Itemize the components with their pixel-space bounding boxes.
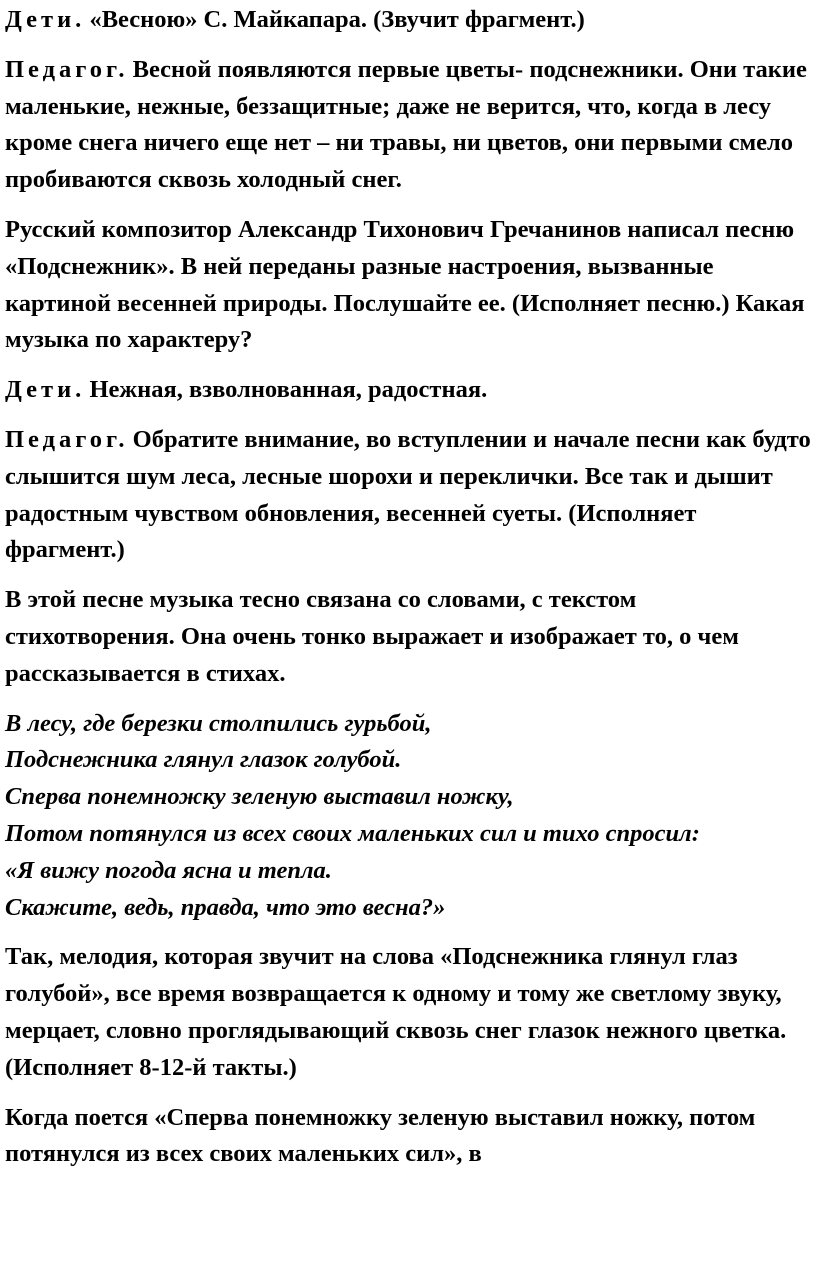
verse-line: Подснежника глянул глазок голубой. (5, 746, 402, 774)
verse-line: Потом потянулся из всех своих маленьких сил и тихо спросил: (5, 819, 700, 847)
paragraph-text: Нежная, взволнованная, радостная. (89, 376, 488, 404)
dialogue-paragraph-children-1 (5, 2, 811, 39)
speaker-label: Педагог. (5, 425, 129, 453)
paragraph-text: Так, мелодия, которая звучит на слова «Подснежника глянул глаз голубой», все время возвращается к одному и тому же светлому звуку, мерцает, словно проглядывающий сквозь снег глазок нежного цветка. (Исполняет 8-12-й такты.) (5, 943, 787, 1081)
dialogue-paragraph-teacher-1 (5, 52, 811, 199)
dialogue-paragraph-children-2 (5, 372, 811, 409)
paragraph-text: «Весною» С. Майкапара. (Звучит фрагмент.) (89, 6, 585, 33)
paragraph-melody (5, 939, 811, 1086)
verse-line: Скажите, ведь, правда, что это весна?» (5, 893, 446, 921)
paragraph-text: В этой песне музыка тесно связана со словами, с текстом стихотворения. Она очень тонко выражает и изображает то, о чем рассказывается в стихах. (5, 586, 739, 687)
paragraph-continuation (5, 1100, 811, 1174)
paragraph-composer (5, 212, 811, 359)
paragraph-text: Весной появляются первые цветы- подснежники. Они такие маленькие, нежные, беззащитные; даже не верится, что, когда в лесу кроме снега ничего еще нет – ни травы, ни цветов, они первыми смело пробиваются сквозь холодный снег. (5, 55, 807, 194)
speaker-label: Педагог. (5, 55, 129, 83)
paragraph-music-and-words (5, 582, 811, 692)
speaker-label: Дети. (5, 6, 86, 33)
document-page (5, 2, 811, 1186)
paragraph-text: Когда поется «Сперва понемножку зеленую выставил ножку, потом потянулся из всех своих маленьких сил», в (5, 1103, 756, 1168)
paragraph-text: Обратите внимание, во вступлении и начале песни как будто слышится шум леса, лесные шорохи и переклички. Все так и дышит радостным чувством обновления, весенней суеты. (Исполняет фрагмент.) (5, 425, 811, 564)
verse-line: Сперва понемножку зеленую выставил ножку, (5, 783, 514, 811)
speaker-label: Дети. (5, 376, 86, 404)
verse-line: В лесу, где березки столпились гурьбой, (5, 709, 432, 737)
dialogue-paragraph-teacher-2 (5, 422, 811, 569)
paragraph-text: Русский композитор Александр Тихонович Гречанинов написал песню «Подснежник». В ней переданы разные настроения, вызванные картиной весенней природы. Послушайте ее. (Исполняет песню.) Какая музыка по характеру? (5, 215, 805, 354)
poem-verse (5, 706, 811, 927)
verse-line: «Я вижу погода ясна и тепла. (5, 856, 332, 884)
